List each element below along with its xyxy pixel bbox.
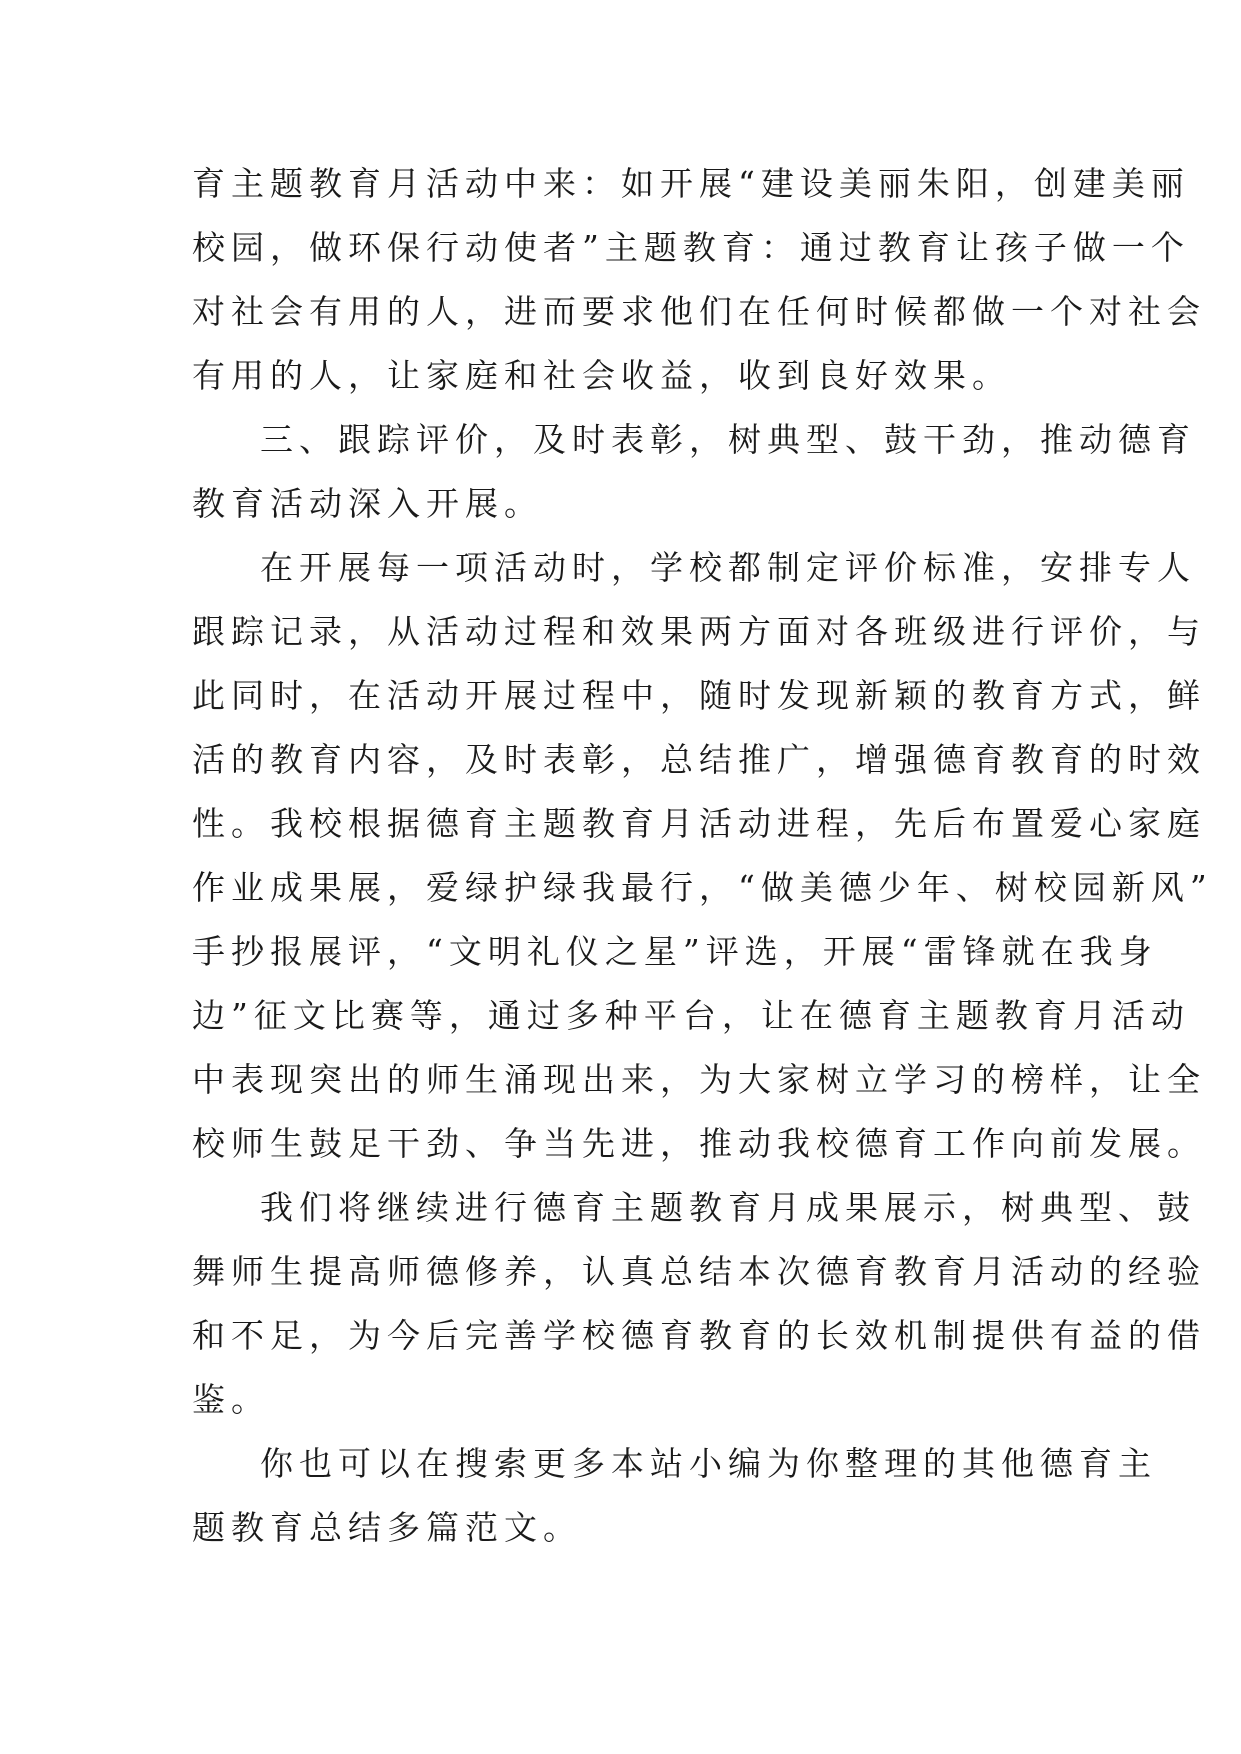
section-heading-line: 教育活动深入开展。 bbox=[192, 484, 543, 523]
text-line: 鉴。 bbox=[192, 1380, 270, 1419]
section-heading-line: 三、跟踪评价，及时表彰，树典型、鼓干劲，推动德育 bbox=[260, 420, 1196, 459]
text-line: 此同时，在活动开展过程中，随时发现新颖的教育方式，鲜 bbox=[192, 676, 1206, 715]
text-line: 边”征文比赛等，通过多种平台，让在德育主题教育月活动 bbox=[192, 996, 1190, 1035]
text-line: 你也可以在搜索更多本站小编为你整理的其他德育主 bbox=[260, 1444, 1157, 1483]
text-line: 作业成果展，爱绿护绿我最行，“做美德少年、树校园新风” bbox=[192, 868, 1213, 907]
text-line: 中表现突出的师生涌现出来，为大家树立学习的榜样，让全 bbox=[192, 1060, 1206, 1099]
text-line: 我们将继续进行德育主题教育月成果展示，树典型、鼓 bbox=[260, 1188, 1196, 1227]
document-body bbox=[192, 152, 1213, 1560]
text-line: 题教育总结多篇范文。 bbox=[192, 1508, 582, 1547]
text-line: 活的教育内容，及时表彰，总结推广，增强德育教育的时效 bbox=[192, 740, 1206, 779]
text-line: 有用的人，让家庭和社会收益，收到良好效果。 bbox=[192, 356, 1011, 395]
text-line: 和不足，为今后完善学校德育教育的长效机制提供有益的借 bbox=[192, 1316, 1206, 1355]
text-line: 对社会有用的人，进而要求他们在任何时候都做一个对社会 bbox=[192, 292, 1206, 331]
text-line: 校师生鼓足干劲、争当先进，推动我校德育工作向前发展。 bbox=[192, 1124, 1206, 1163]
text-line: 跟踪记录，从活动过程和效果两方面对各班级进行评价，与 bbox=[192, 612, 1206, 651]
text-line: 在开展每一项活动时，学校都制定评价标准，安排专人 bbox=[260, 548, 1196, 587]
text-line: 手抄报展评，“文明礼仪之星”评选，开展“雷锋就在我身 bbox=[192, 932, 1158, 971]
text-line: 校园，做环保行动使者”主题教育：通过教育让孩子做一个 bbox=[192, 228, 1190, 267]
text-line: 舞师生提高师德修养，认真总结本次德育教育月活动的经验 bbox=[192, 1252, 1206, 1291]
text-line: 性。我校根据德育主题教育月活动进程，先后布置爱心家庭 bbox=[192, 804, 1206, 843]
text-line: 育主题教育月活动中来：如开展“建设美丽朱阳，创建美丽 bbox=[192, 164, 1190, 203]
